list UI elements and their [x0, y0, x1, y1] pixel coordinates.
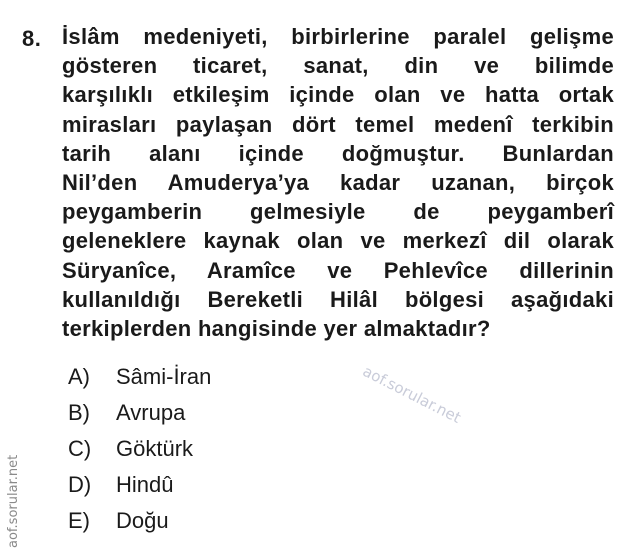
answer-options: [68, 364, 211, 544]
option-letter: A): [68, 364, 90, 389]
option-e[interactable]: [68, 508, 211, 544]
option-text: Göktürk: [116, 436, 194, 461]
stem-line: mirasları paylaşan dört temel medenî terkibin: [62, 111, 614, 137]
watermark-side: aof.sorular.net: [6, 454, 21, 548]
option-a[interactable]: [68, 364, 211, 400]
option-b[interactable]: [68, 400, 211, 436]
option-letter: B): [68, 400, 90, 425]
stem-line: karşılıklı etkileşim içinde olan ve hatta ortak: [62, 82, 614, 108]
option-letter: E): [68, 508, 90, 533]
question-number: 8.: [22, 26, 42, 51]
option-text: Sâmi-İran: [116, 364, 212, 389]
option-text: Avrupa: [116, 400, 186, 425]
option-letter: D): [68, 472, 92, 497]
stem-line: peygamberin gelmesiyle de peygamberî: [62, 199, 614, 225]
option-d[interactable]: [68, 472, 211, 508]
option-text: Doğu: [116, 508, 169, 533]
stem-line: geleneklere kaynak olan ve merkezî dil olarak: [62, 228, 614, 254]
option-c[interactable]: [68, 436, 211, 472]
option-text: Hindû: [116, 472, 174, 497]
watermark-center: aof.sorular.net: [359, 362, 464, 427]
stem-line: gösteren ticaret, sanat, din ve bilimde: [62, 53, 614, 79]
stem-line: kullanıldığı Bereketli Hilâl bölgesi aşağıdaki: [62, 286, 614, 312]
question-stem: [62, 22, 614, 343]
stem-line: Süryanîce, Aramîce ve Pehlevîce dillerinin: [62, 257, 614, 283]
stem-line: terkiplerden hangisinde yer almaktadır?: [62, 316, 491, 342]
stem-line: İslâm medeniyeti, birbirlerine paralel gelişme: [62, 24, 614, 49]
option-letter: C): [68, 436, 92, 461]
stem-line: tarih alanı içinde doğmuştur. Bunlardan: [62, 140, 614, 166]
stem-line: Nil’den Amuderya’ya kadar uzanan, birçok: [62, 170, 614, 196]
